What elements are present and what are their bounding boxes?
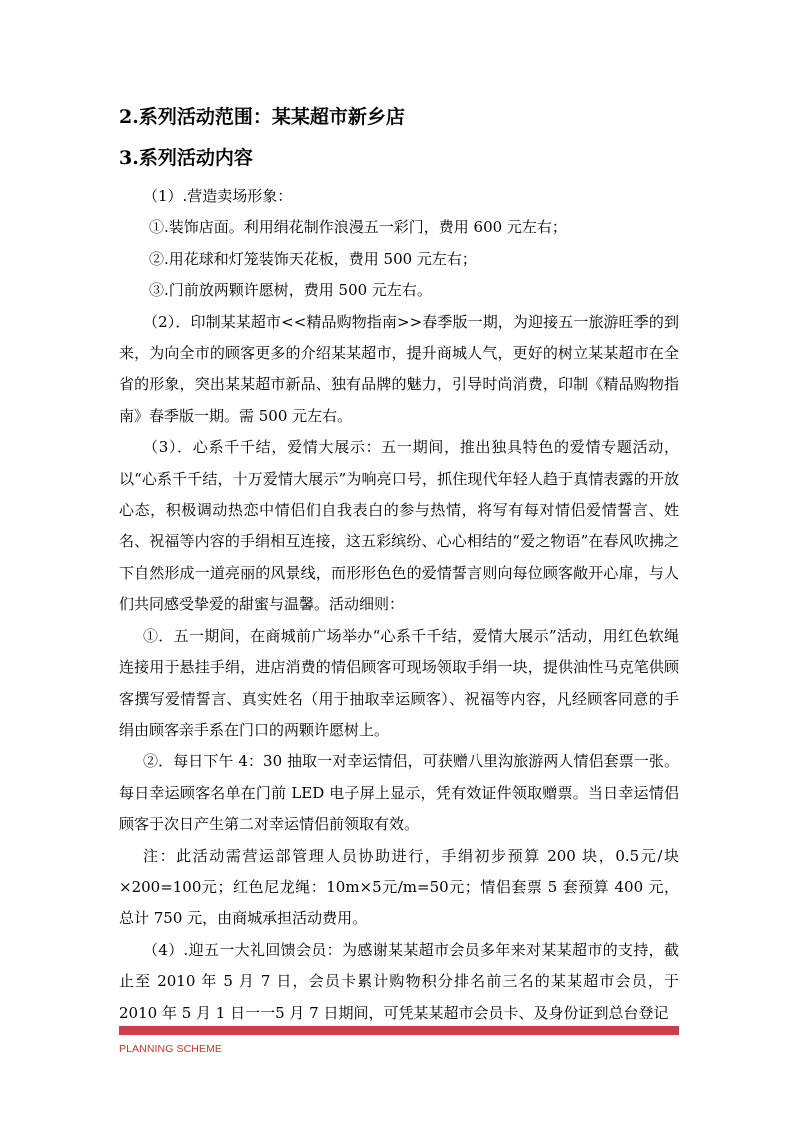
list-item-ceiling: ②.用花球和灯笼装饰天花板，费用 500 元左右；	[149, 249, 477, 268]
list-item-wish-trees: ③.门前放两颗许愿树，费用 500 元左右。	[149, 281, 432, 300]
paragraph-note: 注：此活动需营运部管理人员协助进行，手绢初步预算 200 块，0.5元/块×200=100元；红色尼龙绳：10m×5元/m=50元；情侣套票 5 套预算 400 元，总计 750 元，由商城承担活动费用。	[119, 846, 679, 928]
paragraph-store-image: （1）.营造卖场形象：	[143, 187, 293, 205]
footer-label: PLANNING SCHEME	[119, 1043, 223, 1055]
footer-rule	[119, 1026, 679, 1035]
paragraph-shopping-guide: （2）．印制某某超市<<精品购物指南>>春季版一期，为迎接五一旅游旺季的到来，为向全市的顾客更多的介绍某某超市，提升商城人气，更好的树立某某超市在全省的形象，突出某某超市新品、独有品牌的魅力，引导时尚消费，印制《精品购物指南》春季版一期。需 500 元左右。	[119, 312, 679, 425]
document-body	[119, 181, 679, 1029]
paragraph-love-showcase: （3）．心系千千结，爱情大展示：五一期间，推出独具特色的爱情专题活动，以“心系千千结，十万爱情大展示”为响亮口号，抓住现代年轻人趋于真情表露的开放心态，积极调动热恋中情侣们自我表白的参与热情，将写有每对情侣爱情誓言、姓名、祝福等内容的手绢相互连接，这五彩缤纷、心心相结的“爱之物语”在春风吹拂之下自然形成一道亮丽的风景线，而形形色色的爱情誓言则向每位顾客敞开心扉，与人们共同感受挚爱的甜蜜与温馨。活动细则：	[119, 438, 679, 614]
paragraph-rule-1: ①．五一期间，在商城前广场举办“心系千千结，爱情大展示”活动，用红色软绳连接用于悬挂手绢，进店消费的情侣顾客可现场领取手绢一块，提供油性马克笔供顾客撰写爱情誓言、真实姓名（用于抽取幸运顾客）、祝福等内容，凡经顾客同意的手绢由顾客亲手系在门口的两颗许愿树上。	[119, 626, 679, 739]
list-item-storefront: ①.装饰店面。利用绢花制作浪漫五一彩门，费用 600 元左右；	[149, 218, 567, 237]
section-heading-range: 2.系列活动范围：某某超市新乡店	[119, 106, 405, 128]
section-heading-content: 3.系列活动内容	[119, 147, 253, 169]
paragraph-rule-2: ②．每日下午 4：30 抽取一对幸运情侣，可获赠八里沟旅游两人情侣套票一张。每日幸运顾客名单在门前 LED 电子屏上显示，凭有效证件领取赠票。当日幸运情侣顾客于次日产生第二对幸运情侣前领取有效。	[119, 752, 679, 834]
paragraph-member-reward: （4）.迎五一大礼回馈会员：为感谢某某超市会员多年来对某某超市的支持，截止至 2010 年 5 月 7 日，会员卡累计购物积分排名前三名的某某超市会员，于 2010 年 5 月 1 日一一5 月 7 日期间，可凭某某超市会员卡、及身份证到总台登记	[119, 940, 679, 1022]
